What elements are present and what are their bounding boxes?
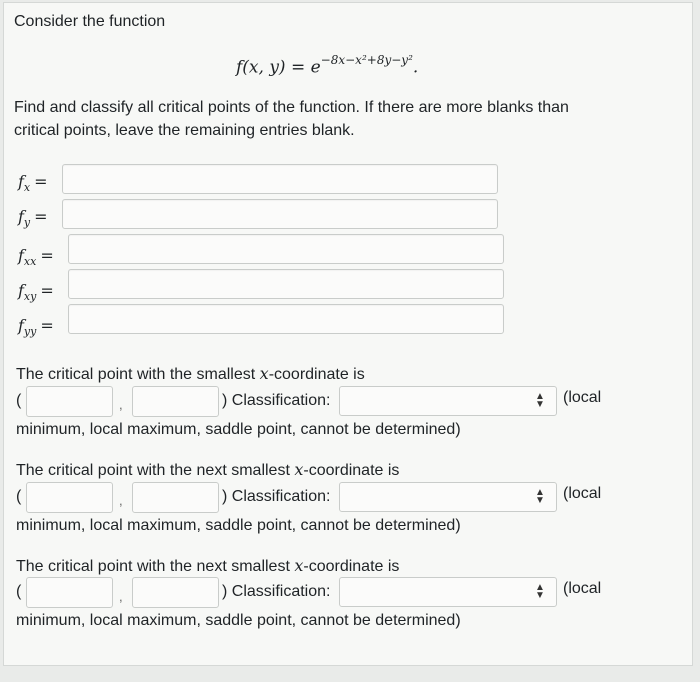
fx-input[interactable] (62, 164, 498, 194)
formula-lhs: f(x, y) = e (236, 57, 321, 78)
cp2-y-input[interactable] (132, 482, 219, 513)
formula-exponent: −8x−x²+8y−y² (320, 53, 413, 67)
chevron-updown-icon: ▲ ▼ (535, 582, 545, 601)
fy-input[interactable] (62, 199, 498, 229)
fxy-input[interactable] (68, 269, 504, 299)
fxx-label: $f_{xx}$ = (18, 246, 54, 269)
cp3-y-input[interactable] (132, 577, 219, 608)
cp3-classification-select[interactable] (339, 577, 557, 607)
cp3-prompt: The critical point with the next smallest x-coordinate is (16, 556, 400, 575)
fyy-input[interactable] (68, 304, 504, 334)
cp1-y-input[interactable] (132, 386, 219, 417)
cp1-classification-label: ) Classification: (222, 392, 331, 409)
cp2-open-paren: ( (16, 488, 22, 505)
cp2-options-text: minimum, local maximum, saddle point, cannot be determined) (16, 517, 461, 534)
function-formula (236, 55, 418, 78)
cp1-comma: , (119, 397, 123, 412)
cp1-local-hint: (local (563, 389, 602, 406)
cp1-options-text: minimum, local maximum, saddle point, cannot be determined) (16, 421, 461, 438)
cp2-local-hint: (local (563, 485, 602, 502)
cp2-classification-select[interactable] (339, 482, 557, 512)
cp2-x-input[interactable] (26, 482, 113, 513)
intro-text: Consider the function (14, 13, 166, 30)
cp1-prompt: The critical point with the smallest x-coordinate is (16, 364, 365, 383)
cp2-prompt: The critical point with the next smallest x-coordinate is (16, 460, 400, 479)
instructions-line-2: critical points, leave the remaining entries blank. (14, 122, 355, 139)
formula-end: . (412, 57, 419, 78)
cp3-classification-label: ) Classification: (222, 583, 331, 600)
cp2-classification-label: ) Classification: (222, 488, 331, 505)
cp1-x-input[interactable] (26, 386, 113, 417)
cp2-comma: , (119, 493, 123, 508)
cp3-local-hint: (local (563, 580, 602, 597)
fyy-label: $f_{yy}$ = (18, 316, 54, 339)
cp3-open-paren: ( (16, 583, 22, 600)
cp3-options-text: minimum, local maximum, saddle point, cannot be determined) (16, 612, 461, 629)
fxy-label: $f_{xy}$ = (18, 281, 54, 304)
question-card (3, 2, 693, 666)
fxx-input[interactable] (68, 234, 504, 264)
fx-label: $f_x$ = (18, 172, 48, 195)
chevron-updown-icon: ▲ ▼ (535, 391, 545, 410)
cp3-x-input[interactable] (26, 577, 113, 608)
instructions-line-1: Find and classify all critical points of the function. If there are more blanks than (14, 99, 569, 116)
cp1-classification-select[interactable] (339, 386, 557, 416)
fy-label: $f_y$ = (18, 207, 48, 230)
cp1-open-paren: ( (16, 392, 22, 409)
chevron-updown-icon: ▲ ▼ (535, 487, 545, 506)
cp3-comma: , (119, 589, 123, 604)
